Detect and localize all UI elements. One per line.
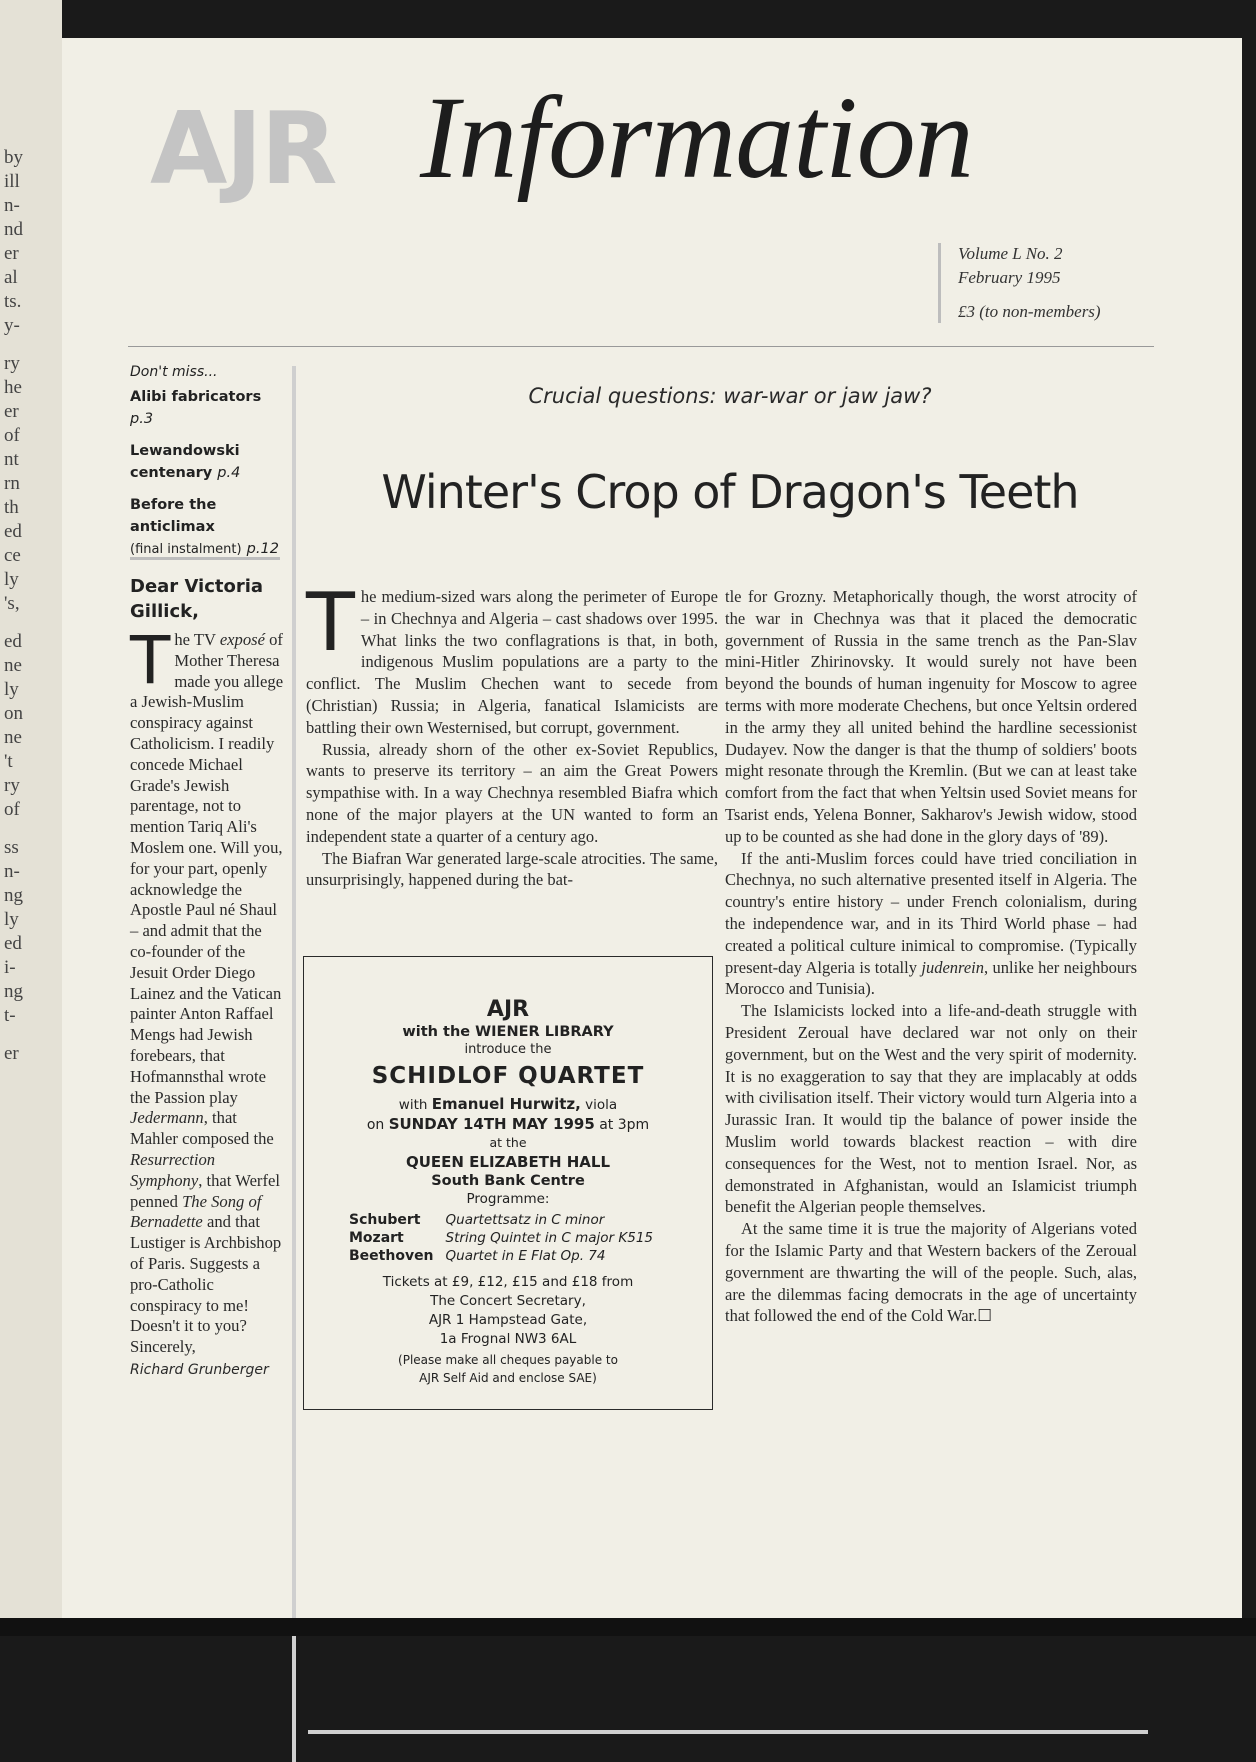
teaser-lewandowski: Lewandowski centenary p.4 [130, 443, 241, 481]
concert-at-the: at the [489, 1135, 527, 1150]
concert-date: on SUNDAY 14TH MAY 1995 at 3pm [366, 1115, 650, 1133]
masthead-title: Information [420, 72, 973, 203]
margin-fragment: n- [4, 195, 20, 216]
open-letter [130, 574, 286, 1381]
margin-fragment: 't [4, 751, 13, 772]
concert-ensemble: SCHIDLOF QUARTET [371, 1063, 645, 1089]
margin-fragment: er [4, 243, 19, 264]
issue-price: £3 (to non-members) [958, 302, 1101, 321]
margin-fragment: th [4, 497, 19, 518]
letter-heading: Dear Victoria Gillick, [130, 576, 264, 622]
ticket-info: Tickets at £9, £12, £15 and £18 from The Concert Secretary, AJR 1 Hampstead Gate, 1a Frognal NW3 6AL [382, 1274, 634, 1347]
margin-fragment: ce [4, 545, 21, 566]
margin-fragment: al [4, 267, 18, 288]
footer-rule [308, 1730, 1148, 1734]
programme-row: Beethoven Quartet in E Flat Op. 74 [349, 1248, 606, 1264]
margin-fragment: he [4, 377, 22, 398]
previous-page-edge [0, 0, 62, 1636]
margin-fragment: ne [4, 655, 22, 676]
article-paragraph: Russia, already shorn of the other ex-Soviet Republics, wants to preserve its territory – an aim the Great Powers sympathise with. In a way Chechnya resembled Biafra which none of the major players at the UN wanted to form an independent state a quarter of a century ago. [306, 739, 718, 846]
concert-soloist: with Emanuel Hurwitz, viola [398, 1095, 618, 1113]
article-paragraph: tle for Grozny. Metaphorically though, the worst atrocity of the war in Chechnya was that it placed the democratic government of Russia in the same trench as the Pan-Slav mini-Hitler Zhirinovsky. It would surely not have been beyond the bounds of human ingenuity for Moscow to agree terms with more moderate Chechens, but once Yeltsin ordered in the army they all united behind the hardline secessionist Dudayev. Now the danger is that the thump of soldiers' boots might resonate through the Kremlin. (But we can at least take comfort from the fact that when Yeltsin used Soviet means for Tsarist ends, Yelena Bonner, Sakharov's Jewish widow, stood up to be counted as she had done in the glory days of '89). [725, 587, 1137, 846]
article-paragraph: If the anti-Muslim forces could have tried conciliation in Chechnya, no such alternative presented itself in Algeria. The country's entire history – under French colonialism, during the independence war, and in its Third World phase – had created a political culture inimical to compromise. (Typically present-day Algeria is totally judenrein, unlike her neighbours Morocco and Tunisia). [725, 848, 1137, 999]
margin-fragment: ts. [4, 291, 22, 312]
margin-fragment: ng [4, 981, 23, 1002]
margin-fragment: nd [4, 219, 23, 240]
margin-fragment: by [4, 147, 23, 168]
concert-venue-centre: South Bank Centre [431, 1173, 585, 1189]
margin-fragment: ry [4, 353, 20, 374]
end-mark-icon: ☐ [977, 1306, 993, 1326]
margin-fragment: on [4, 703, 23, 724]
programme-row: Mozart String Quintet in C major K515 [349, 1230, 653, 1246]
scan-bottom-edge [0, 1618, 1256, 1636]
margin-fragment: ed [4, 521, 22, 542]
margin-fragment: ed [4, 631, 22, 652]
dont-miss-label: Don't miss... [130, 364, 218, 380]
margin-fragment: ng [4, 885, 23, 906]
margin-fragment: ly [4, 909, 19, 930]
programme-label: Programme: [466, 1191, 550, 1207]
article-column-2 [725, 586, 1137, 1327]
teaser-anticlimax: Before the anticlimax (final instalment) p.12 [130, 497, 279, 557]
margin-fragment: of [4, 425, 20, 446]
margin-fragment: ed [4, 933, 22, 954]
issue-date: February 1995 [958, 268, 1061, 287]
article-paragraph: At the same time it is true the majority of Algerians voted for the Islamic Party and that Western backers of the Zeroual government are thwarting the will of the people. Such, alas, are the dilemmas facing democrats in the age of uncertainty that followed the end of the Cold War.☐ [725, 1219, 1137, 1326]
letter-drop-cap: T [130, 622, 171, 699]
margin-fragment: er [4, 1043, 19, 1064]
margin-fragment: of [4, 799, 20, 820]
margin-fragment: rn [4, 473, 20, 494]
concert-introduce: introduce the [464, 1042, 552, 1057]
masthead-divider [938, 243, 941, 323]
article-column-1 [306, 576, 718, 891]
sidebar-separator [130, 557, 280, 560]
article-drop-cap: T [306, 576, 355, 669]
article-headline: Winter's Crop of Dragon's Teeth [381, 465, 1079, 519]
margin-fragment: ry [4, 775, 20, 796]
teaser-alibi: Alibi fabricators p.3 [130, 389, 262, 427]
margin-fragment: ill [4, 171, 20, 192]
letter-body: The TV exposé of Mother Theresa made you allege a Jewish-Muslim conspiracy against Catholicism. I readily concede Michael Grade's Jewish parentage, not to mention Tariq Ali's Moslem one. Will you, for your part, openly acknowledge the Apostle Paul né Shaul – and admit that the co-founder of the Jesuit Order Diego Lainez and the Vatican painter Anton Raffael Mengs had Jewish forebears, that Hofmannsthal wrote the Passion play Jedermann, that Mahler composed the Resurrection Symphony, that Werfel penned The Song of Bernadette and that Lustiger is Archbishop of Paris. Suggests a pro-Catholic conspiracy to me! Doesn't it to you? Sincerely, Richard Grunberger [130, 630, 286, 1381]
margin-fragment: 's, [4, 593, 20, 614]
margin-fragment: t- [4, 1005, 16, 1026]
concert-venue: QUEEN ELIZABETH HALL [405, 1153, 611, 1171]
header-rule [128, 346, 1154, 347]
margin-fragment: y- [4, 315, 20, 336]
issue-volume: Volume L No. 2 [958, 244, 1063, 263]
article-paragraph: The Biafran War generated large-scale atrocities. The same, unsurprisingly, happened during the bat- [306, 848, 718, 890]
margin-fragment: nt [4, 449, 19, 470]
programme-row: Schubert Quartettsatz in C minor [349, 1212, 605, 1228]
margin-fragment: er [4, 401, 19, 422]
margin-fragment: ly [4, 679, 19, 700]
concert-org: AJR [486, 997, 530, 1022]
margin-fragment: n- [4, 861, 20, 882]
margin-fragment: ne [4, 727, 22, 748]
dont-miss-sidebar [130, 358, 280, 571]
concert-advert [303, 956, 713, 1410]
programme-table [349, 1211, 665, 1265]
margin-fragment: ly [4, 569, 19, 590]
masthead-ajr-logo: AJR [150, 90, 336, 207]
letter-signature: Richard Grunberger [130, 1361, 269, 1378]
margin-fragment: i- [4, 957, 16, 978]
margin-fragment: ss [4, 837, 19, 858]
sidebar-vertical-rule [292, 366, 296, 1762]
concert-partner: with the WIENER LIBRARY [402, 1024, 614, 1040]
article-paragraph: The medium-sized wars along the perimeter of Europe – in Chechnya and Algeria – cast shadows over 1995. What links the two conflagrations is that, in both, indigenous Muslim populations are a party to the conflict. The Muslim Chechen want to secede from (Christian) Russia; in Algeria, fanatical Islamicists are battling their own Westernised, but corrupt, government. [306, 576, 718, 737]
article-kicker: Crucial questions: war-war or jaw jaw? [528, 384, 932, 408]
article-paragraph: The Islamicists locked into a life-and-death struggle with President Zeroual have declared war not only on their government, but on the West and the very spirit of modernity. It is no exaggeration to say that they are implacably at odds with civilisation itself. Their victory would turn Algeria into a Jurassic Iran. It would tip the balance of power inside the Muslim world towards blackest reaction – with dire consequences for the West, not to mention Israel. Nor, as demonstrated in Afghanistan, would an Islamicist triumph benefit the Algerian people themselves. [725, 1001, 1137, 1217]
cheque-note: (Please make all cheques payable to AJR Self Aid and enclose SAE) [398, 1353, 618, 1385]
